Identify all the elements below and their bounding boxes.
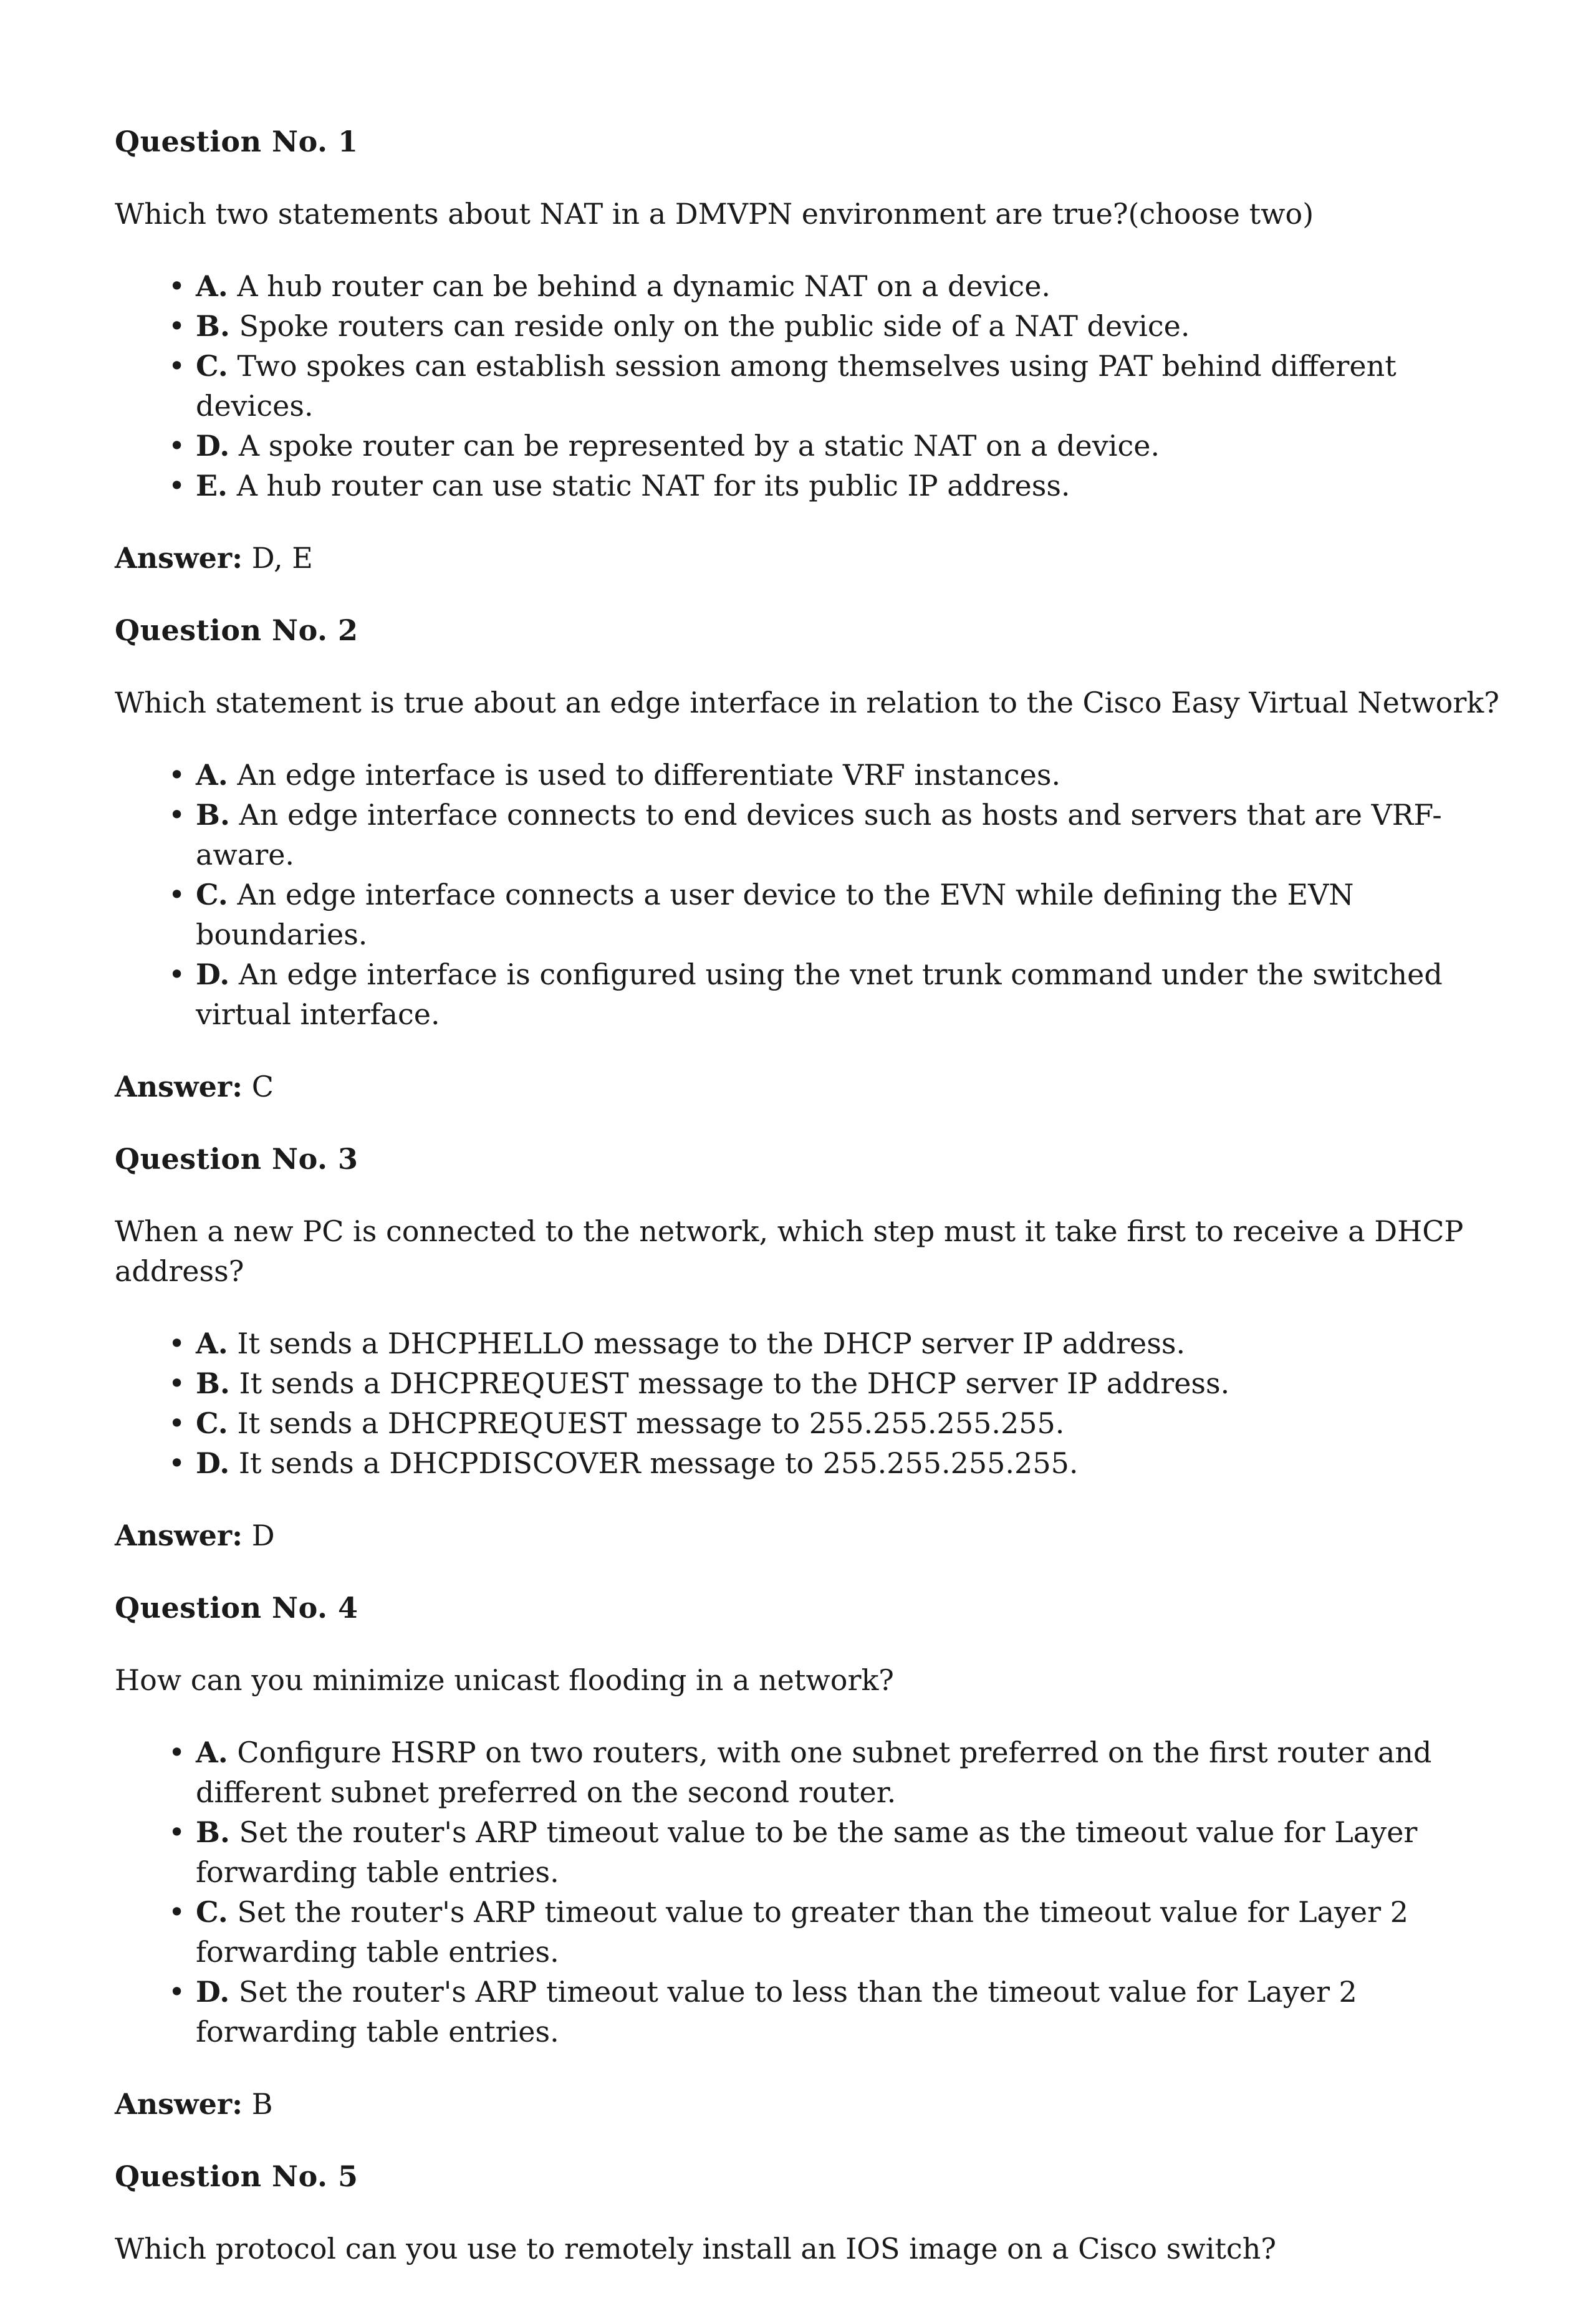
option-d xyxy=(168,954,1505,1034)
option-letter: A. xyxy=(196,1327,228,1360)
option-b xyxy=(168,1363,1505,1403)
option-c xyxy=(168,1403,1505,1443)
question-2 xyxy=(115,610,1505,1107)
option-letter: B. xyxy=(196,1367,230,1400)
bullet-icon: • xyxy=(168,958,186,991)
bullet-icon: • xyxy=(168,1895,186,1929)
option-letter: C. xyxy=(196,1895,228,1929)
bullet-icon: • xyxy=(168,1975,186,2009)
option-text: Configure HSRP on two routers, with one subnet preferred on the first router and different subnet preferred on the second router. xyxy=(196,1736,1432,1809)
option-letter: E. xyxy=(196,469,228,502)
answer-line xyxy=(115,1516,1505,1555)
option-text: A spoke router can be represented by a static NAT on a device. xyxy=(238,429,1160,463)
bullet-icon: • xyxy=(168,1406,186,1440)
option-letter: A. xyxy=(196,1736,228,1769)
option-letter: D. xyxy=(196,1446,230,1480)
option-a xyxy=(168,1323,1505,1363)
answer-value: D xyxy=(251,1519,275,1552)
option-text: Set the router's ARP timeout value to less than the timeout value for Layer 2 forwarding table entries. xyxy=(196,1975,1357,2049)
question-title: Question No. 1 xyxy=(115,125,358,158)
bullet-icon: • xyxy=(168,309,186,343)
answer-label: Answer: xyxy=(115,1070,243,1103)
option-letter: C. xyxy=(196,878,228,911)
bullet-icon: • xyxy=(168,469,186,502)
bullet-icon: • xyxy=(168,429,186,463)
answer-label: Answer: xyxy=(115,541,243,575)
answer-value: C xyxy=(251,1070,274,1103)
question-title: Question No. 3 xyxy=(115,1142,358,1176)
option-b xyxy=(168,1812,1505,1892)
question-5 xyxy=(115,2156,1505,2269)
option-text: A hub router can be behind a dynamic NAT on a device. xyxy=(237,269,1051,303)
bullet-icon: • xyxy=(168,349,186,383)
question-title: Question No. 5 xyxy=(115,2159,358,2193)
option-text: A hub router can use static NAT for its public IP address. xyxy=(236,469,1070,502)
option-text: An edge interface connects a user device to the EVN while defining the EVN boundaries. xyxy=(196,878,1354,951)
answer-label: Answer: xyxy=(115,1519,243,1552)
option-letter: B. xyxy=(196,798,230,832)
option-text: Two spokes can establish session among themselves using PAT behind different devices. xyxy=(196,349,1396,423)
option-d xyxy=(168,1972,1505,2052)
options-list xyxy=(115,266,1505,506)
option-text: Set the router's ARP timeout value to be the same as the timeout value for Layer forwarding table entries. xyxy=(196,1815,1418,1889)
option-text: Set the router's ARP timeout value to greater than the timeout value for Layer 2 forwarding table entries. xyxy=(196,1895,1409,1969)
option-e xyxy=(168,466,1505,506)
option-letter: B. xyxy=(196,309,230,343)
option-letter: C. xyxy=(196,349,228,383)
option-text: It sends a DHCPREQUEST message to 255.255.255.255. xyxy=(237,1406,1065,1440)
option-c xyxy=(168,1892,1505,1972)
option-a xyxy=(168,755,1505,795)
question-4 xyxy=(115,1588,1505,2124)
option-text: Spoke routers can reside only on the public side of a NAT device. xyxy=(239,309,1190,343)
bullet-icon: • xyxy=(168,758,186,792)
option-text: It sends a DHCPHELLO message to the DHCP server IP address. xyxy=(237,1327,1186,1360)
option-letter: C. xyxy=(196,1406,228,1440)
answer-label: Answer: xyxy=(115,2087,243,2121)
bullet-icon: • xyxy=(168,1446,186,1480)
option-text: It sends a DHCPREQUEST message to the DHCP server IP address. xyxy=(239,1367,1230,1400)
question-text: Which two statements about NAT in a DMVPN environment are true?(choose two) xyxy=(115,197,1314,231)
option-text: An edge interface connects to end devices such as hosts and servers that are VRF-aware. xyxy=(196,798,1442,872)
option-d xyxy=(168,426,1505,466)
answer-line xyxy=(115,2084,1505,2124)
document-body xyxy=(115,122,1505,2301)
question-3 xyxy=(115,1139,1505,1555)
answer-line xyxy=(115,1067,1505,1107)
bullet-icon: • xyxy=(168,878,186,911)
answer-value: B xyxy=(251,2087,273,2121)
option-text: An edge interface is used to differentiate VRF instances. xyxy=(237,758,1061,792)
options-list xyxy=(115,755,1505,1034)
option-a xyxy=(168,1732,1505,1812)
question-text: How can you minimize unicast flooding in a network? xyxy=(115,1663,894,1697)
bullet-icon: • xyxy=(168,1815,186,1849)
option-b xyxy=(168,306,1505,346)
bullet-icon: • xyxy=(168,1367,186,1400)
option-a xyxy=(168,266,1505,306)
question-title: Question No. 4 xyxy=(115,1591,358,1625)
bullet-icon: • xyxy=(168,798,186,832)
option-text: An edge interface is configured using the vnet trunk command under the switched virtual interface. xyxy=(196,958,1443,1031)
option-letter: D. xyxy=(196,429,230,463)
question-text: When a new PC is connected to the network, which step must it take first to receive a DHCP address? xyxy=(115,1214,1464,1288)
answer-value: D, E xyxy=(251,541,313,575)
answer-line xyxy=(115,538,1505,578)
bullet-icon: • xyxy=(168,1327,186,1360)
question-1 xyxy=(115,122,1505,578)
options-list xyxy=(115,1323,1505,1483)
question-title: Question No. 2 xyxy=(115,613,358,647)
option-letter: B. xyxy=(196,1815,230,1849)
bullet-icon: • xyxy=(168,1736,186,1769)
option-c xyxy=(168,346,1505,426)
question-text: Which statement is true about an edge interface in relation to the Cisco Easy Virtual Network? xyxy=(115,686,1499,719)
bullet-icon: • xyxy=(168,269,186,303)
option-letter: A. xyxy=(196,269,228,303)
options-list xyxy=(115,1732,1505,2052)
option-letter: D. xyxy=(196,1975,230,2009)
option-letter: D. xyxy=(196,958,230,991)
option-d xyxy=(168,1443,1505,1483)
option-letter: A. xyxy=(196,758,228,792)
option-b xyxy=(168,795,1505,875)
option-c xyxy=(168,875,1505,954)
question-text: Which protocol can you use to remotely install an IOS image on a Cisco switch? xyxy=(115,2232,1276,2265)
option-text: It sends a DHCPDISCOVER message to 255.255.255.255. xyxy=(238,1446,1079,1480)
